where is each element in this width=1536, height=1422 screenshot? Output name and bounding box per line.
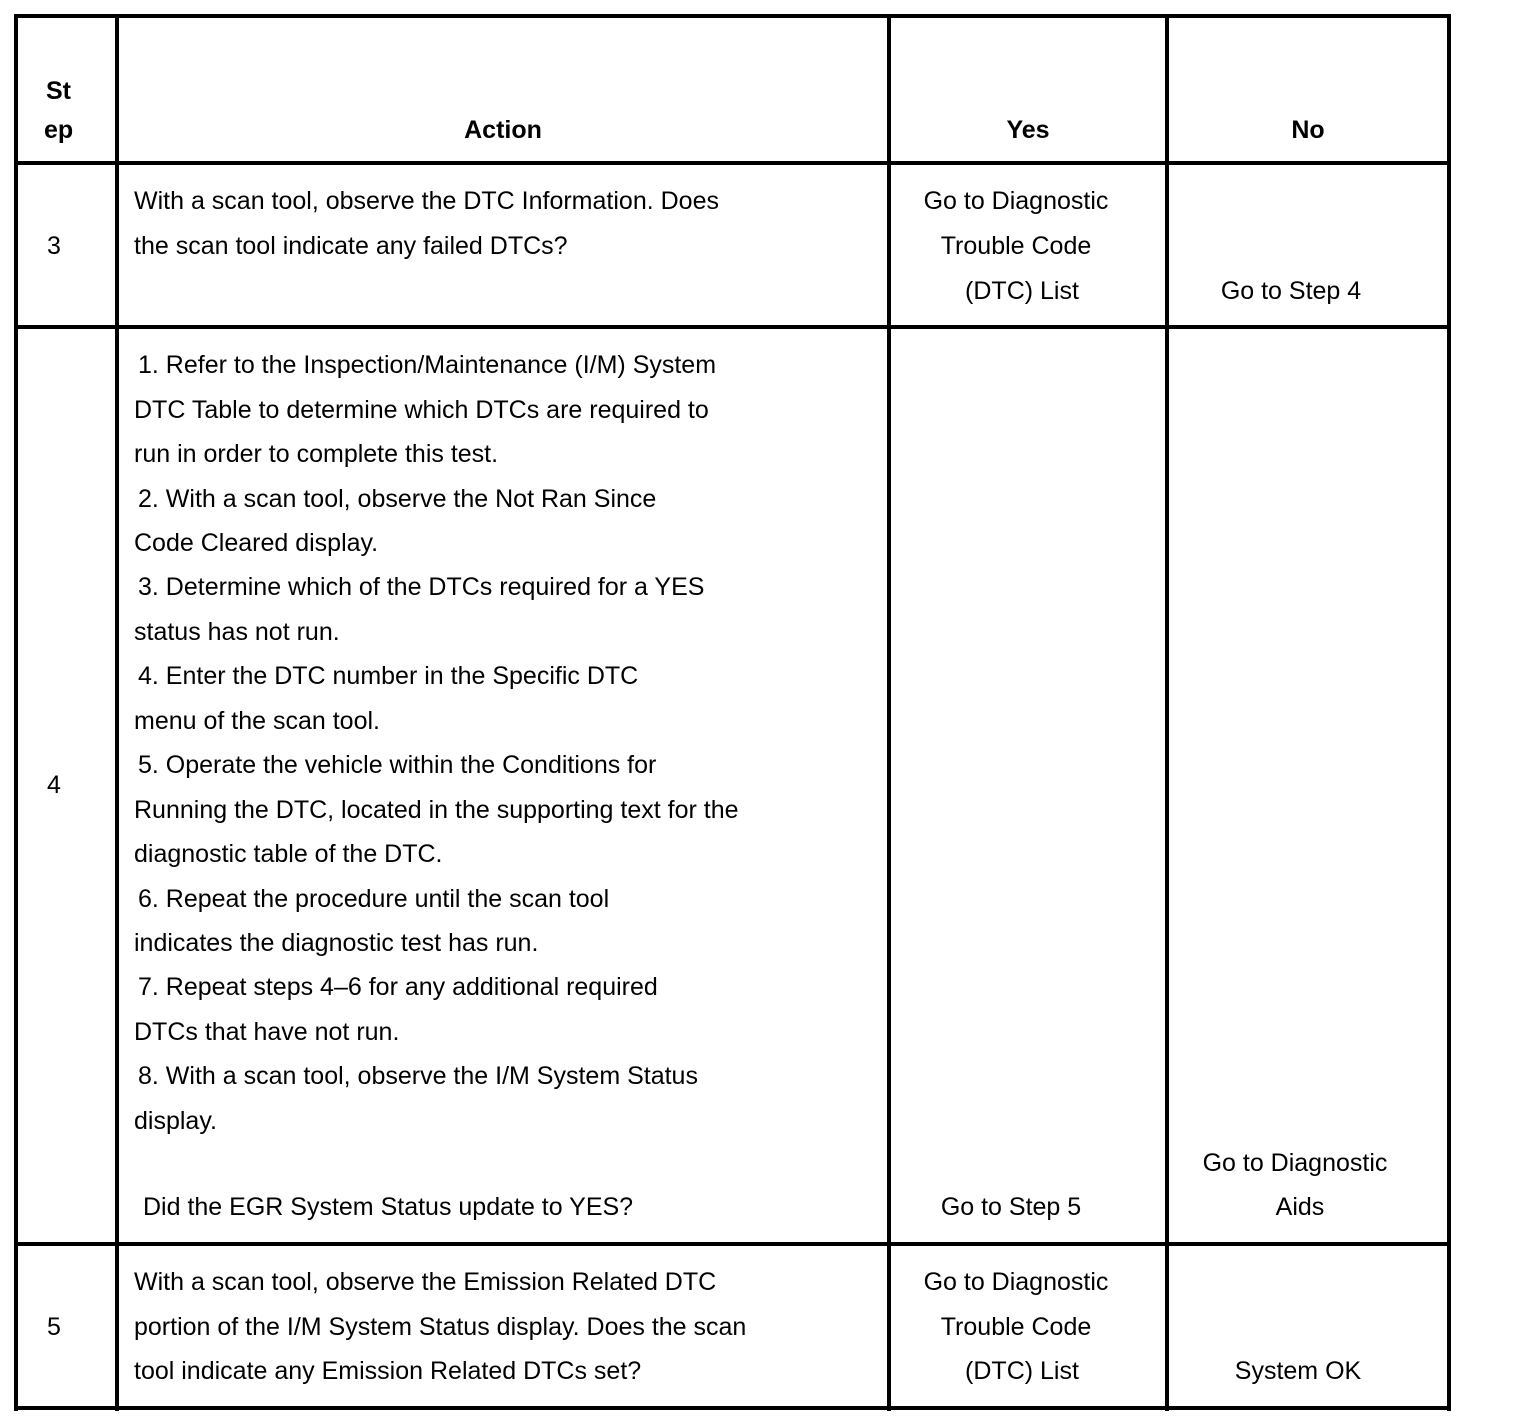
table-border-right xyxy=(1447,16,1451,1411)
action-line: status has not run. xyxy=(134,618,340,646)
action-line: tool indicate any Emission Related DTCs set? xyxy=(134,1357,642,1385)
row-divider-4 xyxy=(14,1242,1451,1246)
action-line: 6. Repeat the procedure until the scan tool xyxy=(138,885,610,913)
no-result-line: Go to Diagnostic xyxy=(1202,1149,1388,1177)
action-line: diagnostic table of the DTC. xyxy=(134,840,443,868)
action-line: display. xyxy=(134,1107,217,1135)
header-step-line-1: St xyxy=(46,77,71,105)
yes-result-line: Trouble Code xyxy=(940,1313,1092,1341)
header-step-line-2: ep xyxy=(44,116,74,144)
yes-result-line: (DTC) List xyxy=(965,1357,1079,1385)
header-yes: Yes xyxy=(1006,116,1050,144)
yes-result-line: Trouble Code xyxy=(940,232,1092,260)
step-number: 5 xyxy=(47,1313,61,1341)
table-border-top xyxy=(14,14,1451,18)
no-result-line: Aids xyxy=(1275,1193,1325,1221)
action-line: menu of the scan tool. xyxy=(134,707,380,735)
table-border-left xyxy=(14,16,18,1411)
action-line: Code Cleared display. xyxy=(134,529,379,557)
action-line: 2. With a scan tool, observe the Not Ran Since xyxy=(138,485,657,513)
action-line: 8. With a scan tool, observe the I/M System Status xyxy=(138,1062,698,1090)
action-line: 3. Determine which of the DTCs required for a YES xyxy=(138,573,705,601)
no-result-line: System OK xyxy=(1234,1357,1362,1385)
action-question: Did the EGR System Status update to YES? xyxy=(143,1193,634,1221)
no-result-line: Go to Step 4 xyxy=(1220,277,1362,305)
action-line: Running the DTC, located in the supporting text for the xyxy=(134,796,739,824)
action-line: DTC Table to determine which DTCs are required to xyxy=(134,396,709,424)
action-line: With a scan tool, observe the DTC Information. Does xyxy=(134,187,719,215)
yes-result-line: Go to Step 5 xyxy=(940,1193,1082,1221)
action-line: indicates the diagnostic test has run. xyxy=(134,929,539,957)
yes-result-line: Go to Diagnostic xyxy=(923,187,1109,215)
step-number: 4 xyxy=(47,771,61,799)
action-line: 7. Repeat steps 4–6 for any additional required xyxy=(138,973,658,1001)
table-border-bottom xyxy=(14,1406,1451,1410)
action-line: run in order to complete this test. xyxy=(134,440,499,468)
header-divider xyxy=(14,161,1451,165)
step-number: 3 xyxy=(47,232,61,260)
column-divider-step xyxy=(115,16,119,1411)
yes-result-line: (DTC) List xyxy=(965,277,1079,305)
yes-result-line: Go to Diagnostic xyxy=(923,1268,1109,1296)
action-line: DTCs that have not run. xyxy=(134,1018,400,1046)
action-line: 1. Refer to the Inspection/Maintenance (I/M) System xyxy=(138,351,717,379)
header-action: Action xyxy=(464,116,542,144)
action-line: 4. Enter the DTC number in the Specific DTC xyxy=(138,662,639,690)
header-no: No xyxy=(1291,116,1325,144)
action-line: the scan tool indicate any failed DTCs? xyxy=(134,232,568,260)
action-line: 5. Operate the vehicle within the Conditions for xyxy=(138,751,657,779)
row-divider-3 xyxy=(14,325,1451,329)
action-line: With a scan tool, observe the Emission Related DTC xyxy=(134,1268,717,1296)
action-line: portion of the I/M System Status display. Does the scan xyxy=(134,1313,747,1341)
